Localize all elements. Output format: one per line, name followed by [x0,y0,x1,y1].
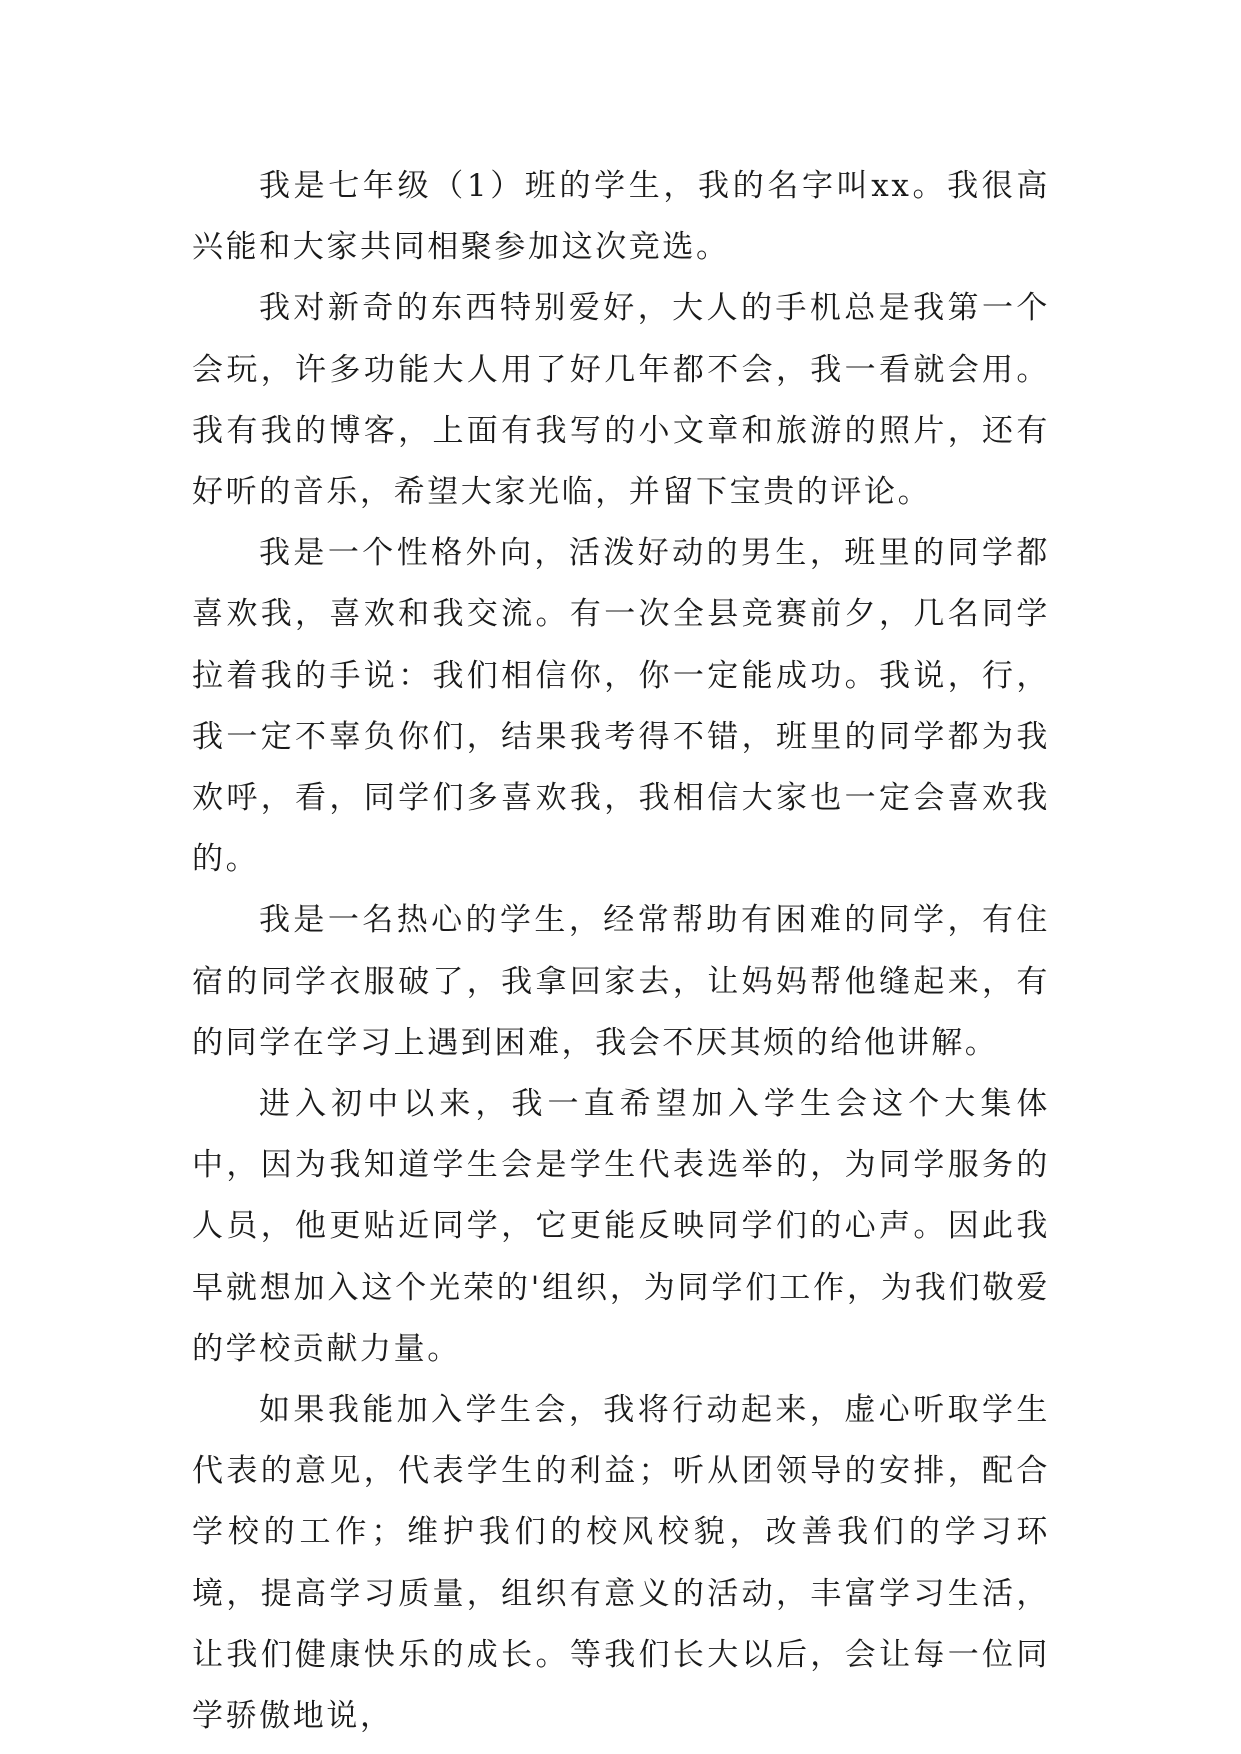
document-body [192,156,1050,1747]
paragraph-motivation: 进入初中以来，我一直希望加入学生会这个大集体中，因为我知道学生会是学生代表选举的，为同学服务的人员，他更贴近同学，它更能反映同学们的心声。因此我早就想加入这个光荣的'组织，为同学们工作，为我们敬爱的学校贡献力量。 [192,1086,1050,1367]
paragraph-plans: 如果我能加入学生会，我将行动起来，虚心听取学生代表的意见，代表学生的利益；听从团领导的安排，配合学校的工作；维护我们的校风校貌，改善我们的学习环境，提高学习质量，组织有意义的活动，丰富学习生活，让我们健康快乐的成长。等我们长大以后，会让每一位同学骄傲地说， [192,1392,1050,1735]
paragraph-personality: 我是一个性格外向，活泼好动的男生，班里的同学都喜欢我，喜欢和我交流。有一次全县竞赛前夕，几名同学拉着我的手说：我们相信你，你一定能成功。我说，行，我一定不辜负你们，结果我考得不错，班里的同学都为我欢呼，看，同学们多喜欢我，我相信大家也一定会喜欢我的。 [192,535,1050,878]
paragraph-helpfulness: 我是一名热心的学生，经常帮助有困难的同学，有住宿的同学衣服破了，我拿回家去，让妈妈帮他缝起来，有的同学在学习上遇到困难，我会不厌其烦的给他讲解。 [192,902,1050,1061]
paragraph-hobbies: 我对新奇的东西特别爱好，大人的手机总是我第一个会玩，许多功能大人用了好几年都不会，我一看就会用。我有我的博客，上面有我写的小文章和旅游的照片，还有好听的音乐，希望大家光临，并留下宝贵的评论。 [192,290,1050,511]
paragraph-intro: 我是七年级（1）班的学生，我的名字叫xx。我很高兴能和大家共同相聚参加这次竞选。 [192,168,1050,266]
